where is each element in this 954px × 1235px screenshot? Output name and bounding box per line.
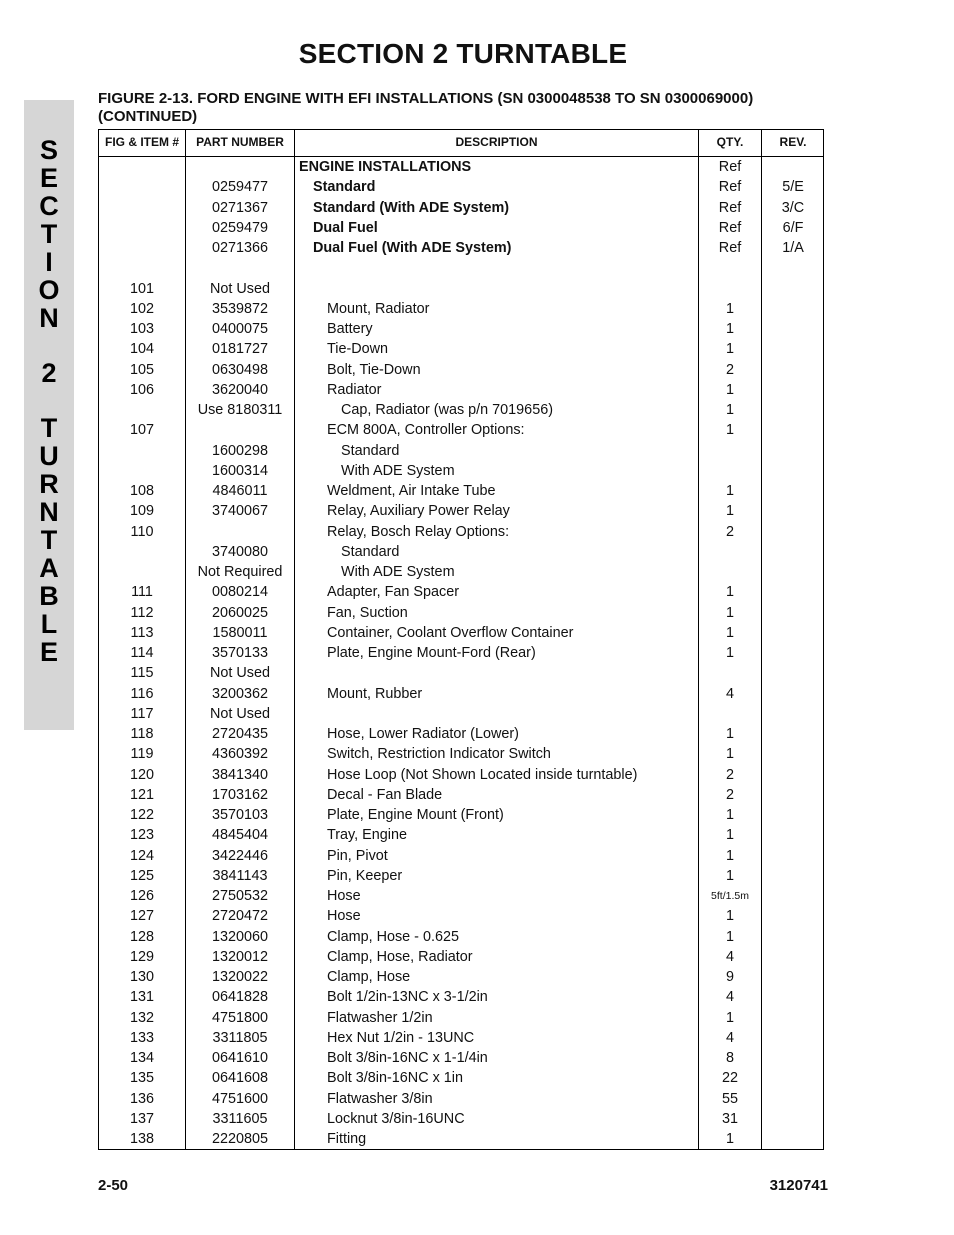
qty-cell: 1 xyxy=(725,1131,734,1147)
qty-cell: 1 xyxy=(725,1009,734,1026)
qty-cell: Ref xyxy=(718,240,742,256)
part-number-cell: 3570103 xyxy=(211,807,269,823)
item-number-cell: 128 xyxy=(129,928,154,945)
part-number-cell: 3200362 xyxy=(211,685,269,702)
item-number-cell: 109 xyxy=(129,503,154,520)
description-cell: Clamp, Hose xyxy=(327,969,411,985)
qty-cell: 1 xyxy=(725,584,734,601)
part-number-cell: 4846011 xyxy=(212,483,268,499)
description-cell: Battery xyxy=(327,321,373,337)
figure-caption: FIGURE 2-13. FORD ENGINE WITH EFI INSTALLATIONS (SN 0300048538 TO SN 0300069000) (CONTINUED) xyxy=(98,90,754,125)
table-row xyxy=(99,279,823,299)
side-tab-letter: C xyxy=(39,191,59,221)
table-row xyxy=(99,319,823,339)
table-row xyxy=(99,177,823,197)
table-row xyxy=(99,927,823,947)
qty-cell: 1 xyxy=(725,867,734,884)
item-number-cell: 117 xyxy=(130,705,154,722)
item-number-cell: 126 xyxy=(129,888,154,904)
table-row xyxy=(99,744,823,764)
qty-cell: 1 xyxy=(725,300,734,317)
part-number-cell: 0271367 xyxy=(211,199,269,216)
qty-cell: 1 xyxy=(725,422,734,439)
description-cell: Relay, Bosch Relay Options: xyxy=(327,523,510,540)
description-cell: Mount, Rubber xyxy=(327,685,423,702)
description-cell: ECM 800A, Controller Options: xyxy=(327,422,525,439)
part-number-cell: 0271366 xyxy=(211,240,269,256)
table-row xyxy=(99,1129,823,1149)
qty-cell: 1 xyxy=(725,341,734,358)
side-tab-letter: 2 xyxy=(41,358,57,388)
item-number-cell: 129 xyxy=(129,948,154,965)
description-cell: Radiator xyxy=(327,381,382,398)
part-number-cell: 4360392 xyxy=(211,746,269,763)
qty-cell: 1 xyxy=(725,908,734,925)
qty-cell: 1 xyxy=(725,503,734,520)
qty-cell: 1 xyxy=(725,402,734,418)
table-row xyxy=(99,704,823,724)
part-number-cell: 3620040 xyxy=(211,381,269,398)
qty-cell: 9 xyxy=(725,969,734,985)
item-number-cell: 120 xyxy=(129,766,154,783)
table-row xyxy=(99,542,823,562)
table-row xyxy=(99,603,823,623)
description-cell: Standard xyxy=(341,442,400,459)
description-cell: With ADE System xyxy=(341,462,455,479)
item-number-cell: 138 xyxy=(129,1131,154,1147)
table-row xyxy=(99,218,823,238)
table-row xyxy=(99,400,823,420)
description-cell: With ADE System xyxy=(341,564,455,580)
table-row xyxy=(99,987,823,1007)
qty-cell: 1 xyxy=(725,624,734,641)
item-number-cell: 104 xyxy=(129,341,154,358)
table-row xyxy=(99,906,823,926)
item-number-cell: 105 xyxy=(129,361,154,378)
part-number-cell: 3311805 xyxy=(212,1029,268,1046)
side-tab-letter: R xyxy=(39,469,59,499)
table-row xyxy=(99,663,823,683)
table-row xyxy=(99,805,823,825)
part-number-cell: Not Used xyxy=(210,665,270,682)
table-body xyxy=(99,157,823,1149)
part-number-cell: 0400075 xyxy=(211,321,269,337)
item-number-cell: 123 xyxy=(129,827,154,844)
description-cell: Adapter, Fan Spacer xyxy=(327,584,459,601)
item-number-cell: 106 xyxy=(129,381,154,398)
table-row xyxy=(99,765,823,785)
description-cell: Tie-Down xyxy=(327,341,389,358)
side-tab-letter: N xyxy=(39,303,59,333)
item-number-cell: 101 xyxy=(129,280,154,297)
table-row xyxy=(99,1109,823,1129)
part-number-cell: Not Required xyxy=(197,564,283,580)
table-row xyxy=(99,1008,823,1028)
item-number-cell: 116 xyxy=(130,685,154,702)
description-cell: Standard xyxy=(341,543,400,560)
description-cell: Bolt 1/2in-13NC x 3-1/2in xyxy=(327,989,488,1006)
description-cell: Hose, Lower Radiator (Lower) xyxy=(327,726,519,742)
side-tab-letter: E xyxy=(39,637,58,667)
qty-cell: Ref xyxy=(718,199,742,216)
part-number-cell: 3740067 xyxy=(211,503,269,520)
item-number-cell: 110 xyxy=(130,523,154,540)
qty-cell: Ref xyxy=(718,219,742,236)
part-number-cell: 4845404 xyxy=(211,827,269,844)
item-number-cell: 118 xyxy=(130,726,154,742)
qty-cell: 4 xyxy=(725,1029,734,1046)
part-number-cell: 1580011 xyxy=(212,624,268,641)
part-number-cell: 3841143 xyxy=(212,867,268,884)
part-number-cell: 1703162 xyxy=(211,786,269,803)
table-row xyxy=(99,582,823,602)
part-number-cell: 1320022 xyxy=(211,969,269,985)
description-cell: Container, Coolant Overflow Container xyxy=(327,624,574,641)
description-cell: Hose xyxy=(327,908,361,925)
qty-cell: 1 xyxy=(725,321,734,337)
item-number-cell: 108 xyxy=(129,483,154,499)
side-tab-letter: N xyxy=(39,497,59,527)
side-tab-letter: L xyxy=(40,609,58,639)
qty-cell: 1 xyxy=(725,807,734,823)
part-number-cell: 0259479 xyxy=(211,219,269,236)
side-tab-letter: A xyxy=(39,553,59,583)
part-number-cell: 1600298 xyxy=(211,442,269,459)
table-row xyxy=(99,886,823,906)
description-cell: Flatwasher 3/8in xyxy=(327,1090,433,1107)
header-description: DESCRIPTION xyxy=(455,135,538,149)
item-number-cell: 137 xyxy=(129,1110,154,1127)
qty-cell: 22 xyxy=(721,1070,738,1087)
side-tab-letter: B xyxy=(39,581,59,611)
description-cell: ENGINE INSTALLATIONS xyxy=(299,159,472,175)
side-tab-letter: O xyxy=(38,275,60,305)
item-number-cell: 112 xyxy=(130,604,154,621)
part-number-cell: 3570133 xyxy=(211,645,269,661)
table-row xyxy=(99,684,823,704)
part-number-cell: 4751800 xyxy=(211,1009,269,1026)
description-cell: Plate, Engine Mount-Ford (Rear) xyxy=(327,645,536,661)
item-number-cell: 121 xyxy=(129,786,154,803)
item-number-cell: 115 xyxy=(130,665,154,682)
table-row xyxy=(99,157,823,177)
table-row xyxy=(99,339,823,359)
item-number-cell: 130 xyxy=(129,969,154,985)
table-row xyxy=(99,1028,823,1048)
qty-cell: 2 xyxy=(725,786,734,803)
qty-cell: 1 xyxy=(725,483,734,499)
description-cell: Pin, Keeper xyxy=(327,867,403,884)
item-number-cell: 124 xyxy=(129,847,154,864)
description-cell: Standard xyxy=(313,179,376,196)
side-tab-letter: E xyxy=(39,163,58,193)
table-row xyxy=(99,441,823,461)
part-number-cell: 3841340 xyxy=(211,766,269,783)
table-row xyxy=(99,481,823,501)
item-number-cell: 122 xyxy=(129,807,154,823)
item-number-cell: 134 xyxy=(129,1050,154,1066)
part-number-cell: 0181727 xyxy=(211,341,269,358)
part-number-cell: 0641608 xyxy=(211,1070,269,1087)
qty-cell: Ref xyxy=(718,159,742,175)
description-cell: Switch, Restriction Indicator Switch xyxy=(327,746,551,763)
description-cell: Plate, Engine Mount (Front) xyxy=(327,807,504,823)
description-cell: Flatwasher 1/2in xyxy=(327,1009,433,1026)
table-row xyxy=(99,1089,823,1109)
description-cell: Hose Loop (Not Shown Located inside turntable) xyxy=(327,766,638,783)
qty-cell: 1 xyxy=(725,827,734,844)
table-row xyxy=(99,846,823,866)
part-number-cell: 0080214 xyxy=(211,584,269,601)
qty-cell: 31 xyxy=(721,1110,738,1127)
table-row xyxy=(99,1048,823,1068)
side-tab-letters xyxy=(24,136,74,666)
description-cell: Bolt, Tie-Down xyxy=(327,361,421,378)
table-row xyxy=(99,420,823,440)
qty-cell: 1 xyxy=(725,746,734,763)
table-row xyxy=(99,866,823,886)
header-qty: QTY. xyxy=(716,135,744,149)
description-cell: Weldment, Air Intake Tube xyxy=(327,483,496,499)
table-row xyxy=(99,238,823,258)
description-cell: Standard (With ADE System) xyxy=(313,199,510,216)
description-cell: Tray, Engine xyxy=(327,827,407,844)
table-row xyxy=(99,623,823,643)
part-number-cell: Not Used xyxy=(210,705,270,722)
qty-cell: 2 xyxy=(725,361,734,378)
qty-cell: 2 xyxy=(725,523,734,540)
item-number-cell: 113 xyxy=(130,624,154,641)
table-row xyxy=(99,1068,823,1088)
item-number-cell: 114 xyxy=(130,645,154,661)
header-item: FIG & ITEM # xyxy=(104,135,179,149)
item-number-cell: 133 xyxy=(129,1029,154,1046)
item-number-cell: 132 xyxy=(129,1009,154,1026)
rev-cell: 5/E xyxy=(782,179,804,196)
side-tab-letter: I xyxy=(45,247,53,277)
item-number-cell: 135 xyxy=(129,1070,154,1087)
description-cell: Cap, Radiator (was p/n 7019656) xyxy=(341,402,553,418)
part-number-cell: 3422446 xyxy=(211,847,269,864)
description-cell: Dual Fuel xyxy=(313,219,378,236)
description-cell: Pin, Pivot xyxy=(327,847,388,864)
description-cell: Locknut 3/8in-16UNC xyxy=(327,1110,465,1127)
header-rev: REV. xyxy=(779,135,807,149)
part-number-cell: 0641828 xyxy=(211,989,269,1006)
part-number-cell: 4751600 xyxy=(211,1090,269,1107)
part-number-cell: 2750532 xyxy=(211,888,269,904)
table-row xyxy=(99,360,823,380)
qty-cell: 1 xyxy=(725,847,734,864)
side-tab-letter: T xyxy=(40,413,58,443)
part-number-cell: 3539872 xyxy=(211,300,269,317)
description-cell: Hose xyxy=(327,888,361,904)
part-number-cell: 0641610 xyxy=(211,1050,269,1066)
table-row xyxy=(99,643,823,663)
table-row xyxy=(99,299,823,319)
part-number-cell: Not Used xyxy=(210,280,270,297)
part-number-cell: 1320012 xyxy=(211,948,269,965)
qty-cell: 1 xyxy=(725,381,734,398)
qty-cell: 1 xyxy=(725,726,734,742)
part-number-cell: 3740080 xyxy=(211,543,269,560)
item-number-cell: 119 xyxy=(130,746,154,763)
description-cell: Dual Fuel (With ADE System) xyxy=(313,240,512,256)
description-cell: Bolt 3/8in-16NC x 1in xyxy=(327,1070,463,1087)
item-number-cell: 125 xyxy=(129,867,154,884)
table-row xyxy=(99,825,823,845)
item-number-cell: 102 xyxy=(129,300,154,317)
description-cell: Bolt 3/8in-16NC x 1-1/4in xyxy=(327,1050,488,1066)
part-number-cell: 1320060 xyxy=(211,928,269,945)
part-number-cell: 1600314 xyxy=(211,462,269,479)
description-cell: Mount, Radiator xyxy=(327,300,430,317)
table-row xyxy=(99,258,823,278)
parts-table xyxy=(98,129,824,1150)
qty-cell: 1 xyxy=(725,928,734,945)
description-cell: Decal - Fan Blade xyxy=(327,786,443,803)
description-cell: Fan, Suction xyxy=(327,604,408,621)
side-tab-letter: T xyxy=(40,219,58,249)
table-row xyxy=(99,501,823,521)
description-cell: Clamp, Hose - 0.625 xyxy=(327,928,459,945)
item-number-cell: 107 xyxy=(129,422,154,439)
part-number-cell: 2220805 xyxy=(211,1131,269,1147)
qty-cell: 8 xyxy=(725,1050,734,1066)
table-row xyxy=(99,724,823,744)
part-number-cell: 0630498 xyxy=(211,361,269,378)
rev-cell: 3/C xyxy=(781,199,805,216)
side-tab-letter: T xyxy=(40,525,58,555)
section-side-tab xyxy=(24,100,74,730)
page-number: 2-50 xyxy=(98,1177,129,1194)
table-row xyxy=(99,967,823,987)
item-number-cell: 127 xyxy=(129,908,154,925)
qty-cell: 5ft/1.5m xyxy=(711,890,749,902)
document-number: 3120741 xyxy=(769,1177,828,1194)
qty-cell: 4 xyxy=(725,948,734,965)
table-row xyxy=(99,785,823,805)
part-number-cell: 0259477 xyxy=(211,179,269,196)
table-header xyxy=(99,130,823,157)
qty-cell: 1 xyxy=(725,645,734,661)
description-cell: Fitting xyxy=(327,1131,367,1147)
description-cell: Relay, Auxiliary Power Relay xyxy=(327,503,510,520)
rev-cell: 1/A xyxy=(782,240,804,256)
table-row xyxy=(99,461,823,481)
qty-cell: 55 xyxy=(721,1090,738,1107)
side-tab-letter: S xyxy=(39,135,58,165)
qty-cell: 4 xyxy=(725,989,734,1006)
section-title: SECTION 2 TURNTABLE xyxy=(298,38,628,69)
table-row xyxy=(99,198,823,218)
description-cell: Hex Nut 1/2in - 13UNC xyxy=(327,1029,475,1046)
qty-cell: Ref xyxy=(718,179,742,196)
description-cell: Clamp, Hose, Radiator xyxy=(327,948,473,965)
part-number-cell: Use 8180311 xyxy=(197,402,283,418)
qty-cell: 1 xyxy=(725,604,734,621)
side-tab-letter: U xyxy=(39,441,59,471)
item-number-cell: 103 xyxy=(129,321,154,337)
part-number-cell: 2720435 xyxy=(211,726,269,742)
table-row xyxy=(99,562,823,582)
qty-cell: 2 xyxy=(725,766,734,783)
item-number-cell: 131 xyxy=(129,989,154,1006)
qty-cell: 4 xyxy=(725,685,734,702)
table-row xyxy=(99,947,823,967)
part-number-cell: 2060025 xyxy=(211,604,269,621)
header-part-number: PART NUMBER xyxy=(196,135,284,149)
item-number-cell: 111 xyxy=(131,584,153,601)
item-number-cell: 136 xyxy=(129,1090,154,1107)
part-number-cell: 3311605 xyxy=(212,1110,268,1127)
table-row xyxy=(99,380,823,400)
part-number-cell: 2720472 xyxy=(211,908,269,925)
table-row xyxy=(99,522,823,542)
rev-cell: 6/F xyxy=(782,219,804,236)
